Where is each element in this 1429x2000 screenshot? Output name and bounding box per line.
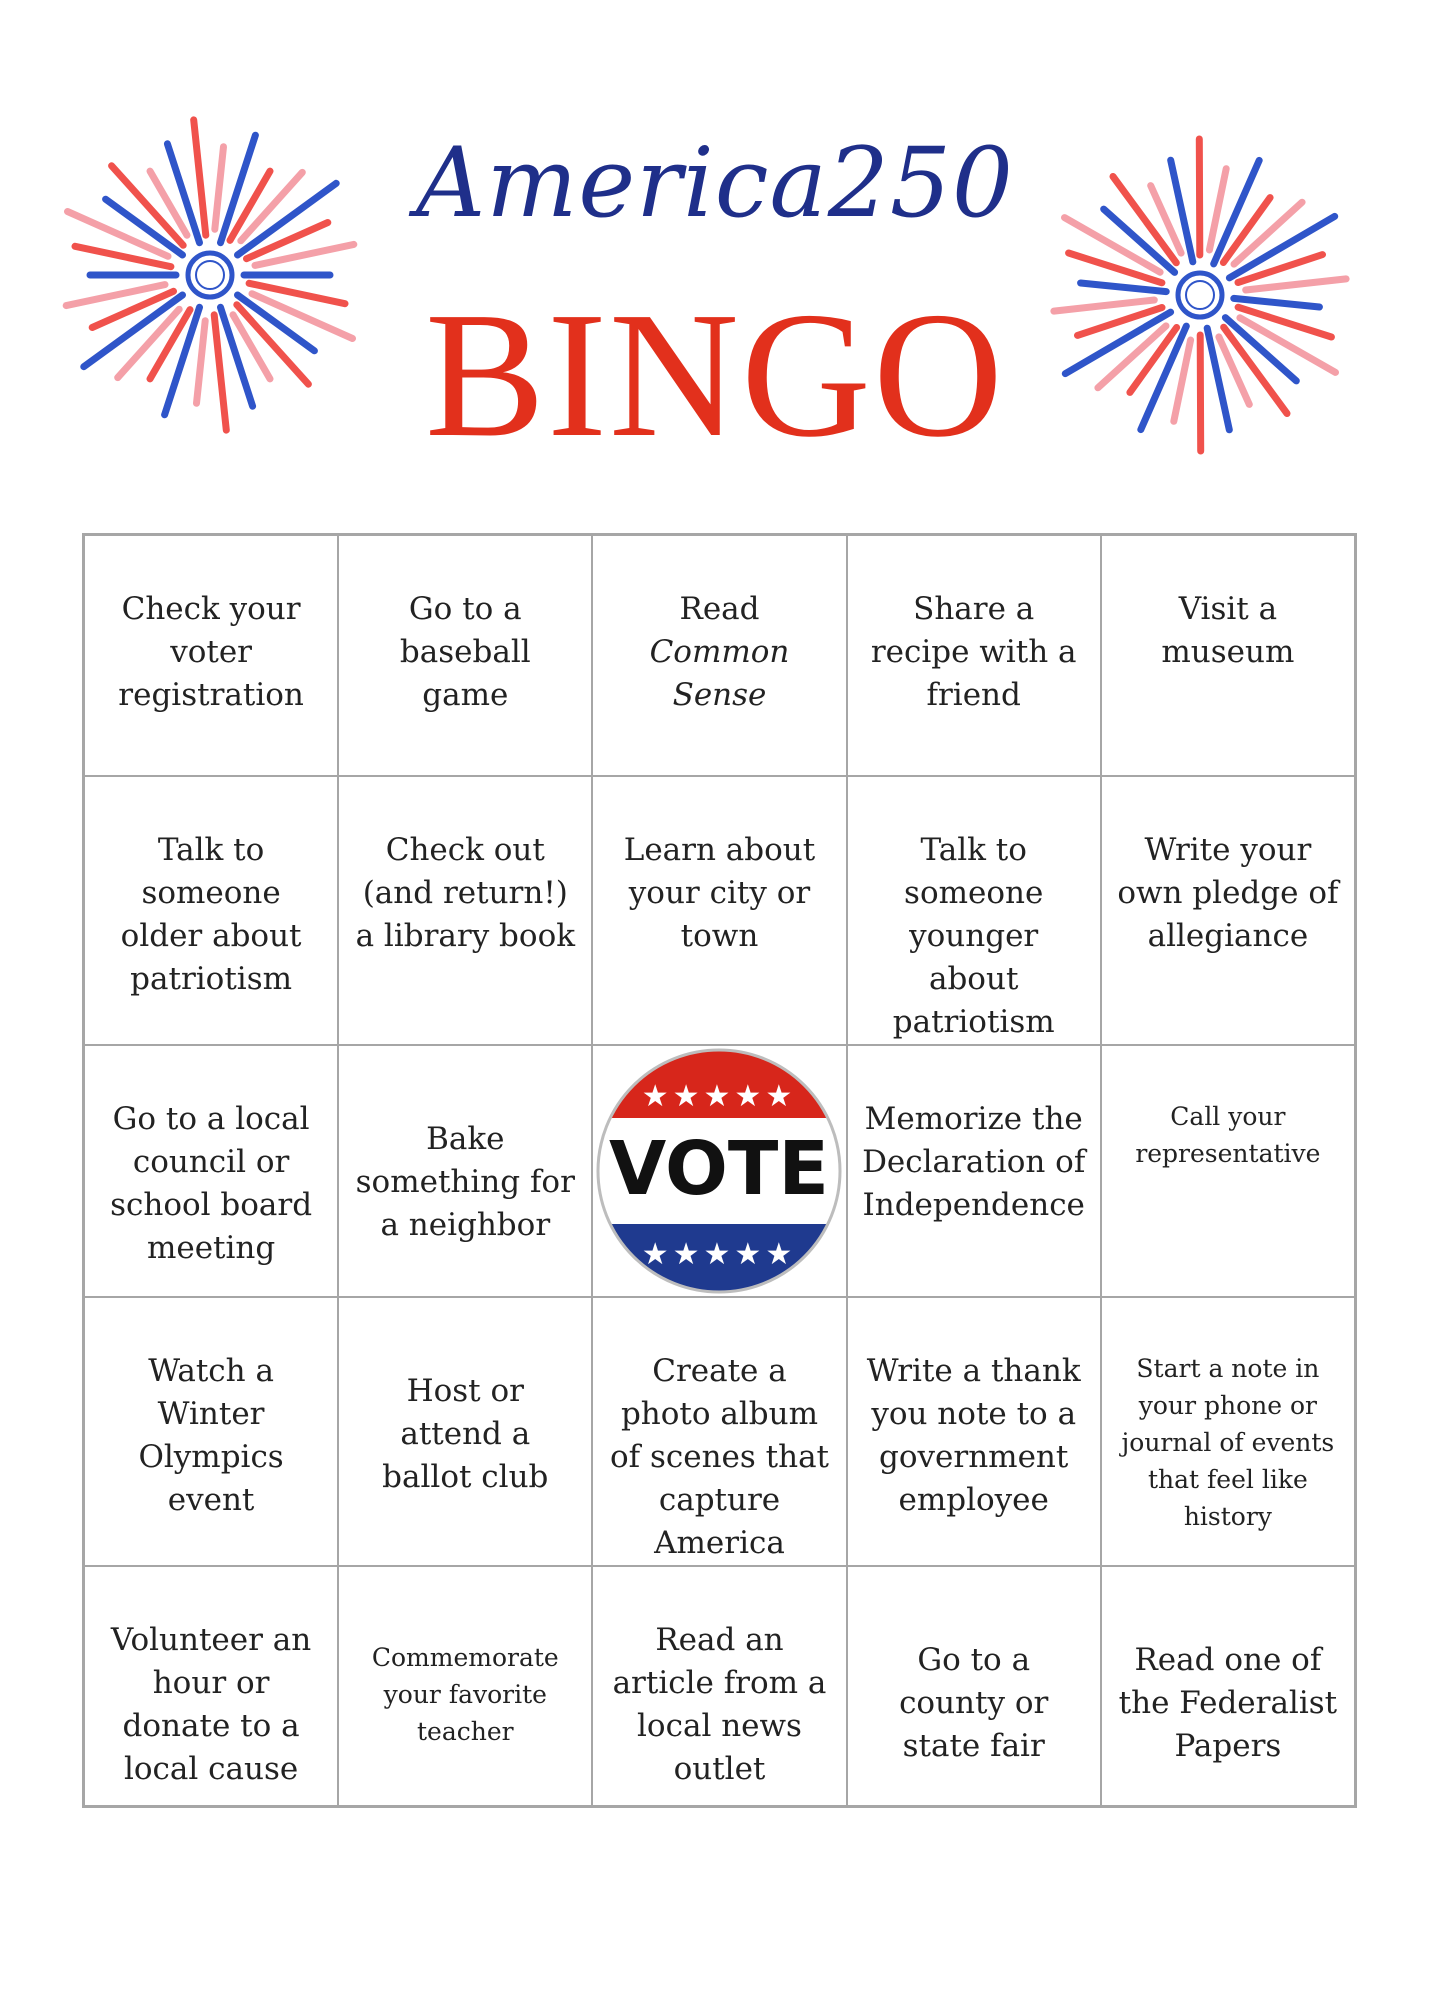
firework-ray <box>197 321 206 404</box>
firework-ray <box>214 315 226 430</box>
bingo-cell-voter-registration[interactable]: Check your voter registration <box>84 535 338 776</box>
bingo-cell-federalist-papers[interactable]: Read one of the Federalist Papers <box>1101 1566 1355 1807</box>
bingo-cell-history-journal[interactable]: Start a note in your phone or journal of events that feel like history <box>1101 1297 1355 1566</box>
bingo-cell-bake[interactable]: Bake something for a neighbor <box>338 1045 592 1297</box>
script-title: America250 <box>416 127 1014 239</box>
bingo-cell-baseball-game[interactable]: Go to a baseball game <box>338 535 592 776</box>
bingo-grid <box>82 533 1357 1808</box>
header <box>0 0 1429 500</box>
vote-button-icon <box>594 1046 844 1296</box>
vote-label: VOTE <box>609 1125 830 1212</box>
bingo-cell-talk-younger[interactable]: Talk to someone younger about patriotism <box>847 776 1101 1045</box>
bingo-cell-pledge[interactable]: Write your own pledge of allegiance <box>1101 776 1355 1045</box>
bingo-cell-county-fair[interactable]: Go to a county or state fair <box>847 1566 1101 1807</box>
bingo-cell-talk-older[interactable]: Talk to someone older about patriotism <box>84 776 338 1045</box>
firework-ray <box>1081 283 1167 292</box>
book-title: Common Sense <box>649 634 790 713</box>
bingo-cell-share-recipe[interactable]: Share a recipe with a friend <box>847 535 1101 776</box>
bingo-cell-library-book[interactable]: Check out (and return!) a library book <box>338 776 592 1045</box>
read-prefix: Read <box>679 591 760 627</box>
firework-ray <box>1234 298 1320 307</box>
bingo-cell-local-news[interactable]: Read an article from a local news outlet <box>592 1566 846 1807</box>
bingo-cell-winter-olympics[interactable]: Watch a Winter Olympics event <box>84 1297 338 1566</box>
bingo-cell-favorite-teacher[interactable]: Commemorate your favorite teacher <box>338 1566 592 1807</box>
firework-left-icon <box>40 105 380 445</box>
vote-bottom-stars: ★★★★★ <box>642 1236 797 1272</box>
firework-ray <box>1246 279 1346 290</box>
firework-ray <box>1054 300 1154 311</box>
bingo-cell-call-representative[interactable]: Call your representative <box>1101 1045 1355 1297</box>
bingo-cell-city-or-town[interactable]: Learn about your city or town <box>592 776 846 1045</box>
firework-ray <box>1200 335 1201 451</box>
bingo-cell-visit-museum[interactable]: Visit a museum <box>1101 535 1355 776</box>
bingo-cell-free-space[interactable] <box>592 1045 846 1297</box>
firework-ray <box>215 147 224 230</box>
bingo-cell-common-sense[interactable] <box>592 535 846 776</box>
bingo-cell-volunteer[interactable]: Volunteer an hour or donate to a local cause <box>84 1566 338 1807</box>
firework-ray <box>1199 139 1200 255</box>
bingo-cell-thank-you-note[interactable]: Write a thank you note to a government employee <box>847 1297 1101 1566</box>
vote-top-stars: ★★★★★ <box>642 1078 797 1114</box>
bingo-cell-ballot-club[interactable]: Host or attend a ballot club <box>338 1297 592 1566</box>
bingo-cell-declaration[interactable]: Memorize the Declaration of Independence <box>847 1045 1101 1297</box>
bingo-cell-council-meeting[interactable]: Go to a local council or school board meeting <box>84 1045 338 1297</box>
bingo-cell-photo-album[interactable]: Create a photo album of scenes that capture America <box>592 1297 846 1566</box>
bingo-title: BINGO <box>425 275 1005 474</box>
firework-ray <box>194 120 206 235</box>
firework-right-icon <box>1030 125 1370 465</box>
